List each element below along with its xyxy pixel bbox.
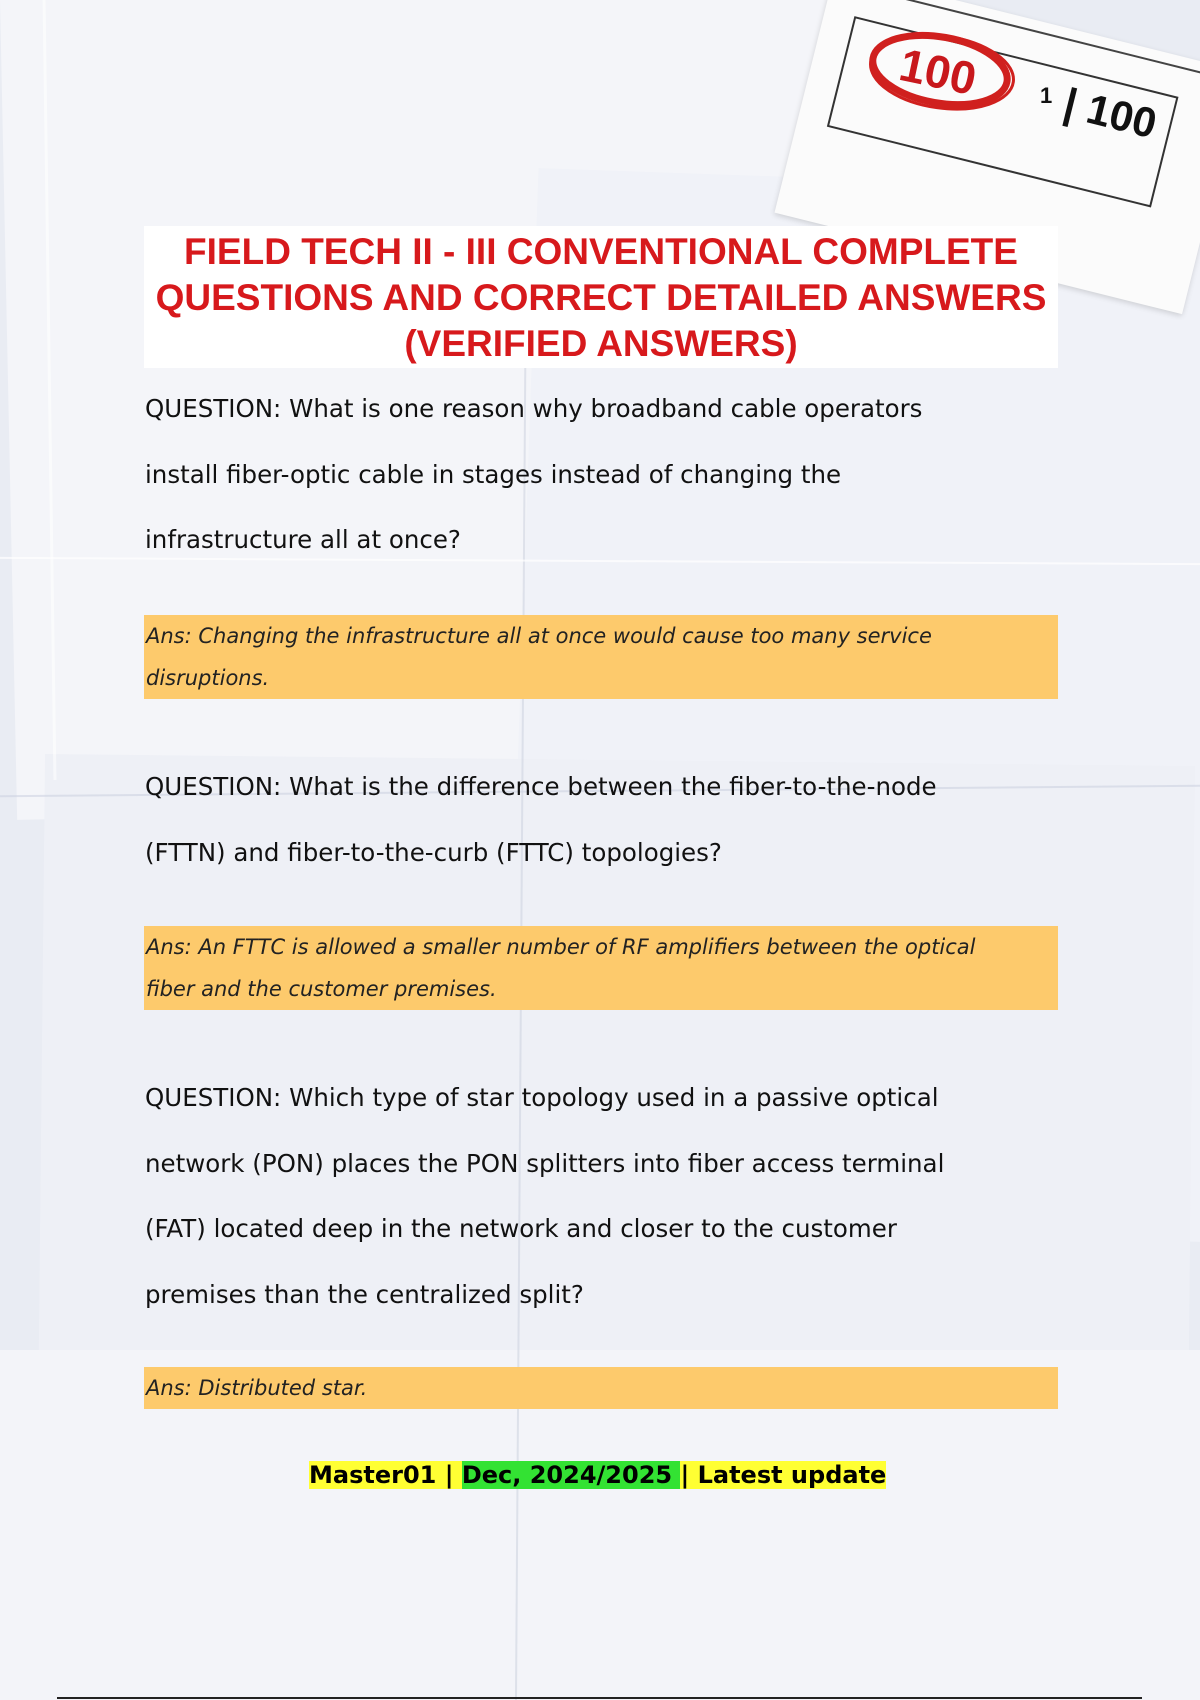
answer-line: Ans: Changing the infrastructure all at once would cause too many service [146,624,932,648]
total-score: | 100 [1059,79,1162,148]
question-line: infrastructure all at once? [145,525,461,554]
footer-update: | Latest update [680,1461,887,1489]
question-line: install fiber-optic cable in stages instead of changing the [145,459,842,489]
title-line: QUESTIONS AND CORRECT DETAILED ANSWERS [155,277,1047,318]
question-line: QUESTION: Which type of star topology used in a passive optical [145,1083,939,1112]
page-marker: 1 [1040,83,1053,108]
question-line: (FTTN) and fiber-to-the-curb (FTTC) topologies? [145,837,722,867]
question-1 [145,376,1065,573]
title-line: (VERIFIED ANSWERS) [404,323,798,364]
question-3 [145,1065,1065,1327]
question-line: QUESTION: What is one reason why broadband cable operators [145,394,923,423]
answer-3 [144,1367,1058,1409]
answer-line: fiber and the customer premises. [146,977,497,1001]
stamp-score: 100 [895,38,981,106]
footer-credit [309,1458,886,1492]
footer-author: Master01 | [309,1461,462,1489]
bottom-divider [57,1697,1142,1699]
title-line: FIELD TECH II - III CONVENTIONAL COMPLETE [184,231,1018,272]
answer-2 [144,926,1058,1010]
question-line: QUESTION: What is the difference between the fiber-to-the-node [145,772,937,801]
grade-stamp [860,18,1190,208]
question-2 [145,754,1065,885]
question-line: (FAT) located deep in the network and closer to the customer [145,1214,897,1243]
answer-line: Ans: An FTTC is allowed a smaller number of RF amplifiers between the optical [146,935,976,959]
document-title [144,226,1058,368]
answer-line: disruptions. [146,666,270,690]
answer-1 [144,615,1058,699]
question-line: network (PON) places the PON splitters into fiber access terminal [145,1148,945,1178]
answer-line: Ans: Distributed star. [146,1376,368,1400]
footer-date: Dec, 2024/2025 [461,1461,681,1489]
question-line: premises than the centralized split? [145,1279,584,1309]
